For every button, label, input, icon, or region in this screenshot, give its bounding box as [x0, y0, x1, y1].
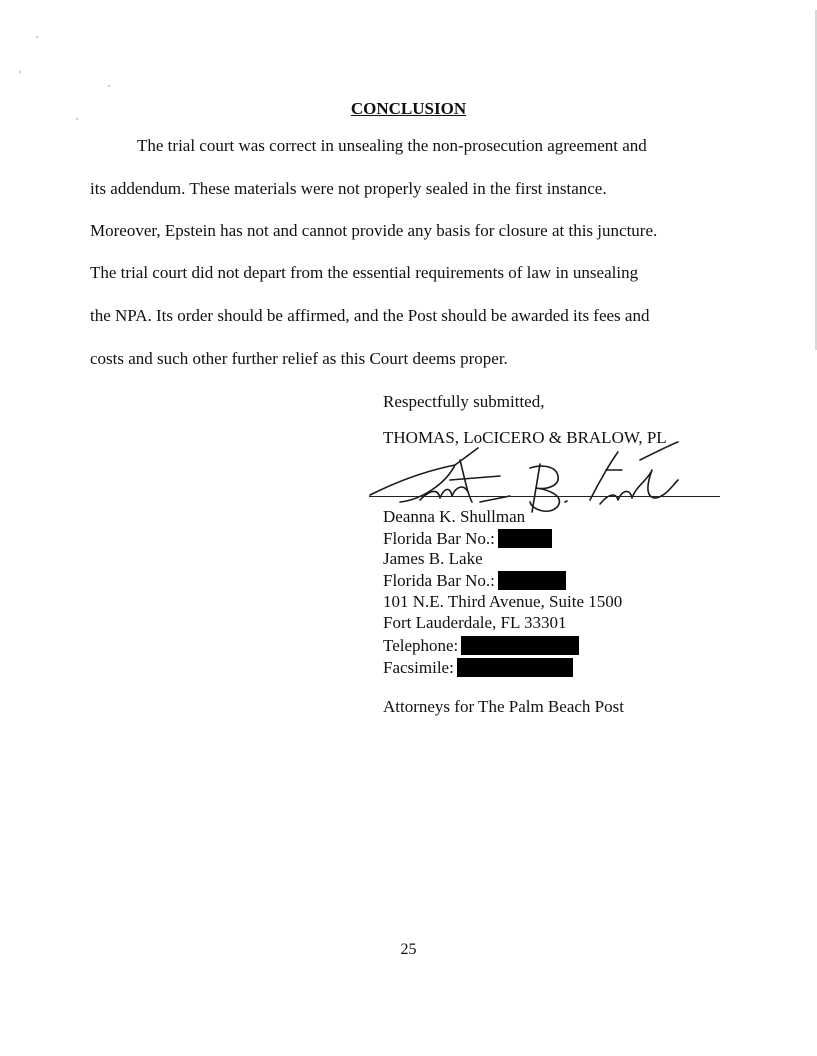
- body-line-6: costs and such other further relief as this Court deems proper.: [90, 349, 508, 368]
- attorney-name-2: James B. Lake: [383, 549, 483, 568]
- scan-speck: [36, 36, 38, 38]
- telephone-row: [383, 636, 579, 655]
- bar-number-row-2: [383, 571, 566, 590]
- firm-name: THOMAS, LoCICERO & BRALOW, PL: [383, 428, 667, 447]
- scan-speck: [19, 71, 21, 73]
- facsimile-label: Facsimile:: [383, 658, 454, 677]
- address-line-1: 101 N.E. Third Avenue, Suite 1500: [383, 592, 623, 611]
- signature-line: [369, 496, 720, 497]
- attorneys-for: Attorneys for The Palm Beach Post: [383, 697, 624, 716]
- redaction-box: [461, 636, 579, 655]
- bar-number-label: Florida Bar No.:: [383, 529, 495, 548]
- page-number: 25: [400, 941, 417, 958]
- bar-number-row-1: [383, 529, 552, 548]
- section-heading: CONCLUSION: [350, 99, 467, 118]
- redaction-box: [498, 571, 566, 590]
- body-line-4: The trial court did not depart from the essential requirements of law in unsealing: [90, 263, 639, 282]
- body-line-2: its addendum. These materials were not properly sealed in the first instance.: [90, 179, 607, 198]
- body-line-1: The trial court was correct in unsealing the non-prosecution agreement and: [137, 136, 647, 155]
- body-line-3: Moreover, Epstein has not and cannot provide any basis for closure at this juncture.: [90, 221, 658, 240]
- facsimile-row: [383, 658, 573, 677]
- attorney-name-1: Deanna K. Shullman: [383, 507, 526, 526]
- body-line-5: the NPA. Its order should be affirmed, and the Post should be awarded its fees and: [90, 306, 650, 325]
- telephone-label: Telephone:: [383, 636, 459, 655]
- redaction-box: [498, 529, 552, 548]
- address-line-2: Fort Lauderdale, FL 33301: [383, 613, 567, 632]
- redaction-box: [457, 658, 573, 677]
- closing-text: Respectfully submitted,: [383, 392, 545, 411]
- scan-speck: [108, 85, 110, 87]
- bar-number-label: Florida Bar No.:: [383, 571, 495, 590]
